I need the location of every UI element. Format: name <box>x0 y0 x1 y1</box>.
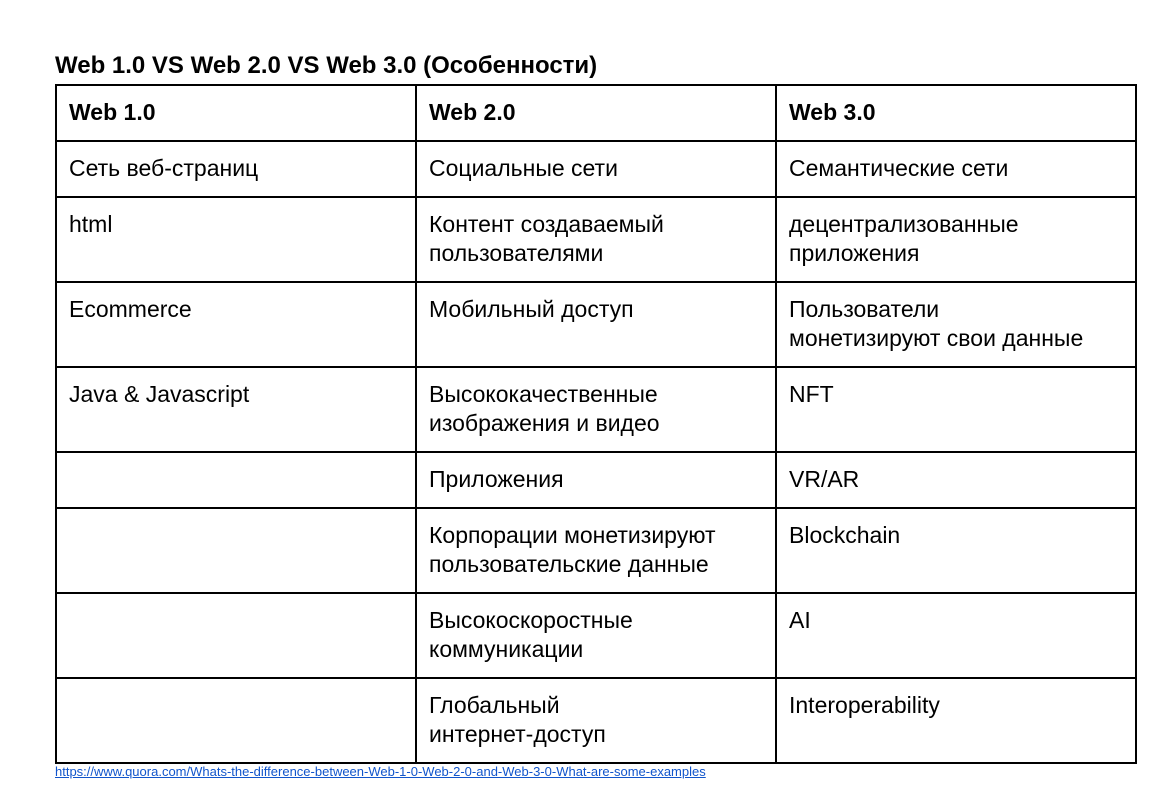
table-cell: Семантические сети <box>776 141 1136 197</box>
table-cell: Blockchain <box>776 508 1136 593</box>
header-cell-web1: Web 1.0 <box>56 85 416 141</box>
table-cell: Корпорации монетизируют пользовательские данные <box>416 508 776 593</box>
table-cell: AI <box>776 593 1136 678</box>
header-cell-web3: Web 3.0 <box>776 85 1136 141</box>
table-row <box>56 141 1136 197</box>
table-cell: VR/AR <box>776 452 1136 508</box>
table-cell: Мобильный доступ <box>416 282 776 367</box>
table-cell: Глобальный интернет-доступ <box>416 678 776 763</box>
table-cell: NFT <box>776 367 1136 452</box>
table-row <box>56 282 1136 367</box>
table-cell: Высокоскоростные коммуникации <box>416 593 776 678</box>
table-cell: Социальные сети <box>416 141 776 197</box>
table-cell: Ecommerce <box>56 282 416 367</box>
table-cell <box>56 678 416 763</box>
table-header-row <box>56 85 1136 141</box>
comparison-table <box>55 84 1137 764</box>
table-cell: Пользователи монетизируют свои данные <box>776 282 1136 367</box>
table-cell: Высококачественные изображения и видео <box>416 367 776 452</box>
table-row <box>56 593 1136 678</box>
table-row <box>56 678 1136 763</box>
table-cell: Приложения <box>416 452 776 508</box>
table-row <box>56 367 1136 452</box>
table-cell: децентрализованные приложения <box>776 197 1136 282</box>
source-link[interactable]: https://www.quora.com/Whats-the-difference-between-Web-1-0-Web-2-0-and-Web-3-0-What-are-some-examples <box>55 764 706 779</box>
header-cell-web2: Web 2.0 <box>416 85 776 141</box>
table-cell: Interoperability <box>776 678 1136 763</box>
table-cell: html <box>56 197 416 282</box>
table-cell: Сеть веб-страниц <box>56 141 416 197</box>
table-cell <box>56 593 416 678</box>
table-cell <box>56 452 416 508</box>
table-row <box>56 452 1136 508</box>
table-cell <box>56 508 416 593</box>
table-row <box>56 197 1136 282</box>
document-title: Web 1.0 VS Web 2.0 VS Web 3.0 (Особенности) <box>55 52 598 79</box>
table-cell: Java & Javascript <box>56 367 416 452</box>
table-row <box>56 508 1136 593</box>
table-cell: Контент создаваемый пользователями <box>416 197 776 282</box>
